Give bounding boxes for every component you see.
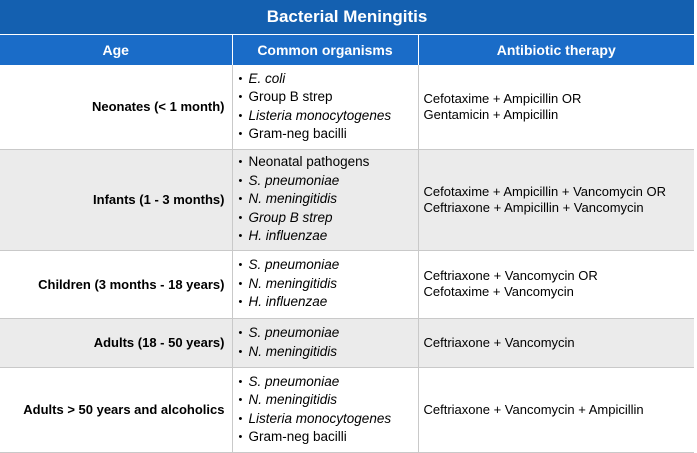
age-cell: Neonates (< 1 month)	[0, 65, 232, 149]
organism-name: S. pneumoniae	[248, 172, 340, 188]
age-cell: Adults > 50 years and alcoholics	[0, 367, 232, 452]
organism-item	[239, 107, 418, 126]
header-row	[0, 35, 694, 65]
therapy-cell	[418, 367, 694, 452]
meningitis-table	[0, 35, 694, 453]
therapy-cell	[418, 250, 694, 318]
bullet-icon: •	[238, 128, 243, 141]
bullet-icon: •	[238, 230, 243, 243]
therapy-line: Cefotaxime + Ampicillin OR	[423, 90, 582, 106]
therapy-line: Cefotaxime + Ampicillin + Vancomycin OR	[423, 183, 667, 199]
organism-name: N. meningitidis	[248, 343, 338, 359]
organisms-cell	[232, 149, 418, 250]
bullet-icon: •	[238, 394, 243, 406]
organism-item	[239, 172, 418, 191]
bullet-icon: •	[238, 193, 243, 206]
organism-item	[239, 410, 418, 429]
table-body	[0, 65, 694, 452]
column-header-therapy: Antibiotic therapy	[418, 35, 694, 65]
organism-name: Listeria monocytogenes	[248, 410, 392, 426]
organism-item	[239, 324, 418, 343]
organisms-cell	[232, 250, 418, 318]
organism-name: H. influenzae	[248, 294, 328, 310]
bullet-icon: •	[238, 109, 243, 122]
bullet-icon: •	[238, 375, 243, 388]
organism-item	[239, 125, 418, 144]
organism-name: N. meningitidis	[248, 275, 338, 291]
organism-item	[239, 343, 418, 362]
organism-item	[239, 88, 418, 107]
table-row	[0, 149, 694, 250]
organism-name: E. coli	[248, 70, 286, 86]
organism-item	[239, 209, 418, 228]
therapy-line: Ceftriaxone + Vancomycin OR	[423, 268, 598, 283]
table-title: Bacterial Meningitis	[0, 0, 694, 35]
bullet-icon: •	[238, 327, 243, 339]
bullet-icon: •	[238, 431, 243, 443]
organism-name: Gram-neg bacilli	[248, 126, 347, 142]
bullet-icon: •	[238, 72, 243, 85]
bullet-icon: •	[238, 259, 243, 272]
organism-name: S. pneumoniae	[248, 373, 340, 389]
organism-list	[239, 324, 418, 361]
therapy-line: Cefotaxime + Vancomycin	[423, 284, 574, 299]
bullet-icon: •	[238, 412, 243, 425]
organism-item	[239, 391, 418, 410]
organism-name: S. pneumoniae	[248, 325, 340, 340]
therapy-cell	[418, 318, 694, 367]
bullet-icon: •	[238, 174, 243, 187]
organism-item	[239, 227, 418, 246]
bullet-icon: •	[238, 345, 243, 358]
therapy-line: Ceftriaxone + Ampicillin + Vancomycin	[423, 199, 644, 215]
therapy-cell	[418, 149, 694, 250]
organism-list	[239, 70, 418, 144]
organisms-cell	[232, 65, 418, 149]
column-header-organisms: Common organisms	[232, 35, 418, 65]
table-row	[0, 318, 694, 367]
organism-item	[239, 70, 418, 89]
table-row	[0, 367, 694, 452]
organism-list	[239, 153, 418, 246]
age-cell: Children (3 months - 18 years)	[0, 250, 232, 318]
organism-item	[239, 373, 418, 392]
organism-item	[239, 428, 418, 447]
organisms-cell	[232, 367, 418, 452]
organism-list	[239, 256, 418, 312]
bullet-icon: •	[238, 91, 243, 104]
organism-name: Group B strep	[248, 209, 333, 225]
organism-name: Listeria monocytogenes	[248, 107, 392, 123]
column-header-age: Age	[0, 35, 232, 65]
bullet-icon: •	[238, 156, 243, 169]
organism-name: Neonatal pathogens	[248, 154, 370, 170]
organism-list	[239, 373, 418, 447]
organism-name: N. meningitidis	[248, 392, 338, 407]
table-row	[0, 65, 694, 149]
therapy-line: Gentamicin + Ampicillin	[423, 106, 559, 122]
bullet-icon: •	[238, 296, 243, 309]
therapy-cell	[418, 65, 694, 149]
organism-name: N. meningitidis	[248, 191, 338, 207]
therapy-line: Ceftriaxone + Vancomycin + Ampicillin	[423, 401, 644, 417]
bullet-icon: •	[238, 211, 243, 224]
organism-name: S. pneumoniae	[248, 257, 340, 273]
organism-item	[239, 190, 418, 209]
table-row	[0, 250, 694, 318]
organism-item	[239, 293, 418, 312]
organism-name: Gram-neg bacilli	[248, 429, 347, 444]
organism-name: Group B strep	[248, 89, 333, 105]
organism-item	[239, 275, 418, 294]
age-cell: Adults (18 - 50 years)	[0, 318, 232, 367]
organism-name: H. influenzae	[248, 228, 328, 244]
bullet-icon: •	[238, 277, 243, 290]
age-cell: Infants (1 - 3 months)	[0, 149, 232, 250]
organisms-cell	[232, 318, 418, 367]
organism-item	[239, 153, 418, 172]
organism-item	[239, 256, 418, 275]
therapy-line: Ceftriaxone + Vancomycin	[423, 334, 575, 350]
